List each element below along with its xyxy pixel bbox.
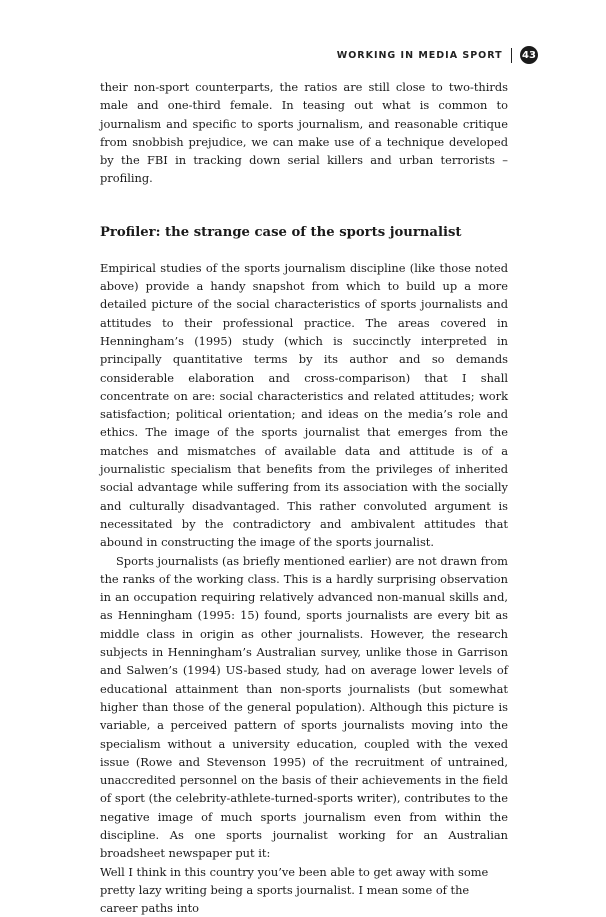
running-title: WORKING IN MEDIA SPORT — [336, 49, 503, 61]
body-paragraph-2: Sports journalists (as briefly mentioned earlier) are not drawn from the ranks of the working class. This is a hardly surprising observation in an occupation requiring relatively advanced non-manual skills and, as Henningham (1995: 15) found, sports journalists are every bit as middle class in origin as other journalists. However, the research subjects in Henningham’s Australian survey, unlike those in Garrison and Salwen’s (1994) US-based study, had on average lower levels of educational attainment than non-sports journalists (but somewhat higher than those of the general population). Although this picture is variable, a perceived pattern of sports journalists moving into the specialism without a university education, coupled with the vexed issue (Rowe and Stevenson 1995) of the recruitment of untrained, unaccredited personnel on the basis of their achievements in the field of sport (the celebrity-athlete-turned-sports writer), contributes to the negative image of much sports journalism even from within the discipline. As one sports journalist working for an Australian broadsheet newspaper put it: — [100, 553, 508, 861]
header-divider — [511, 48, 512, 63]
section-heading: Profiler: the strange case of the sports journalist — [100, 224, 462, 240]
page-number: 43 — [520, 46, 538, 64]
running-head — [337, 46, 538, 64]
intro-paragraph: their non-sport counterparts, the ratios are still close to two-thirds male and one-third female. In teasing out what is common to journalism and specific to sports journalism, and reasonable critique from snobbish prejudice, we can make use of a technique developed by the FBI in tracking down serial killers and urban terrorists – profiling. — [100, 80, 508, 186]
body-paragraph-1: Empirical studies of the sports journalism discipline (like those noted above) provide a handy snapshot from which to build up a more detailed picture of the social characteristics of sports journalists and attitudes to their professional practice. The areas covered in Henningham’s (1995) study (which is succinctly interpreted in principally quantitative terms by its author and so demands considerable elaboration and cross-comparison) that I shall concentrate on are: social characteristics and related attitudes; work satisfaction; political orientation; and ideas on the media’s role and ethics. The image of the sports journalist that emerges from the matches and mismatches of available data and attitude is of a journalistic specialism that benefits from the privileges of inherited social advantage while suffering from its association with the socially and culturally disadvantaged. This rather convoluted argument is necessitated by the contradictory and ambivalent attitudes that abound in constructing the image of the sports journalist. — [100, 260, 508, 550]
page-body — [100, 78, 508, 917]
block-quote: Well I think in this country you’ve been able to get away with some pretty lazy writing being a sports journalist. I mean some of the career paths into — [100, 864, 489, 916]
